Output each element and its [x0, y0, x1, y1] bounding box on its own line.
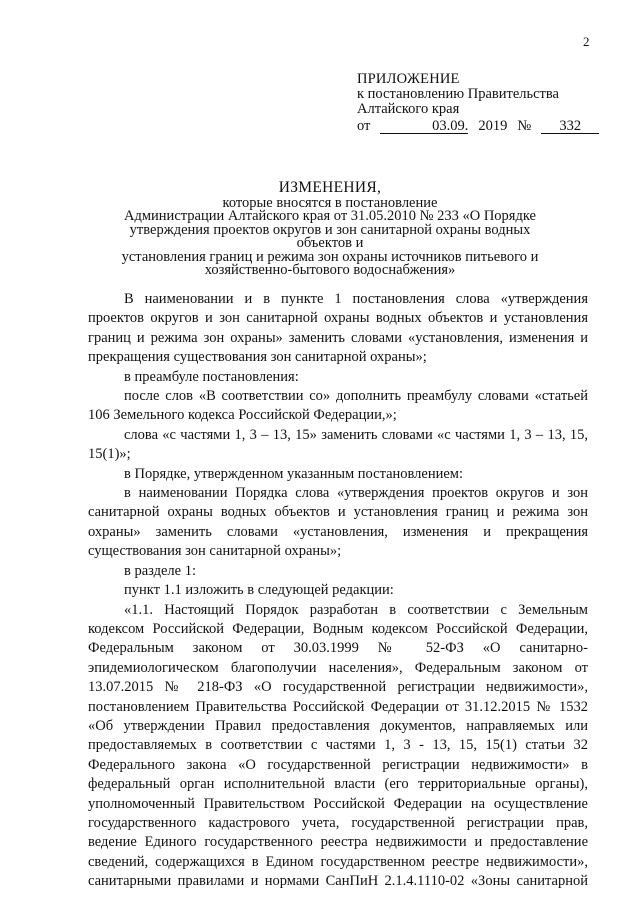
annex-line-2: Алтайского края: [357, 101, 460, 117]
paragraph: в наименовании Порядка слова «утверждения проектов округов и зон санитарной охраны водных объектов и установления границ и режима зон охраны» заменить словами «установления, изменения и прекращения существования зон санитарной охраны»;: [88, 485, 588, 560]
heading-title: ИЗМЕНЕНИЯ,: [278, 179, 382, 196]
annex-line-1: к постановлению Правительства: [357, 86, 559, 102]
annex-block: [357, 72, 599, 134]
annex-date: 03.09.: [380, 119, 468, 134]
page-number: 2: [583, 34, 590, 49]
paragraph: в преамбуле постановления:: [124, 368, 299, 385]
annex-year: 2019: [478, 118, 508, 134]
heading-subtitle-3: утверждения проектов округов и зон санитарной охраны водных объектов и: [129, 221, 531, 251]
annex-title: ПРИЛОЖЕНИЕ: [357, 71, 460, 87]
heading-subtitle-1: которые вносятся в постановление: [222, 194, 438, 211]
paragraph: слова «с частями 1, 3 – 13, 15» заменить словами «с частями 1, 3 – 13, 15, 15(1)»;: [88, 426, 588, 463]
paragraph: пункт 1.1 изложить в следующей редакции:: [124, 582, 394, 599]
paragraph: «1.1. Настоящий Порядок разработан в соответствии с Земельным кодексом Российской Федерации, Водным кодексом Российской Федерации, Федеральным законом от 30.03.1999 № 52-ФЗ «О санитарно-эпидемиологическом благополучии населения», Федеральным законом от 13.07.2015 № 218-ФЗ «О государственной регистрации недвижимости», постановлением Правительства Российской Федерации от 31.12.2015 № 1532 «Об утверждении Правил предоставления документов, направляемых или предоставляемых в соответствии с частями 1, 3 - 13, 15, 15(1) статьи 32 Федерального закона «О государственной регистрации недвижимости» в федеральный орган исполнительной власти (его территориальные органы), уполномоченный Правительством Российской Федерации на осуществление государственного кадастрового учета, государственной регистрации прав, ведение Единого государственного реестра недвижимости и предоставление сведений, содержащихся в Едином государственном реестре недвижимости», санитарными правилами и нормами СанПиН 2.1.4.1110-02 «Зоны санитарной: [88, 601, 588, 890]
document-body: [88, 290, 588, 892]
paragraph: В наименовании и в пункте 1 постановления слова «утверждения проектов округов и зон санитарной охраны водных объектов и установления границ и режима зон охраны» заменить словами «установления, изменения и прекращения существования зон санитарной охраны»;: [88, 291, 588, 366]
annex-number: 332: [541, 119, 599, 134]
heading-subtitle-4: установления границ и режима зон охраны источников питьевого и: [121, 248, 539, 265]
number-label: №: [517, 118, 532, 134]
annex-date-row: [357, 119, 599, 134]
paragraph: в разделе 1:: [124, 562, 197, 579]
document-heading: [110, 181, 550, 278]
paragraph: после слов «В соответствии со» дополнить преамбулу словами «статьей 106 Земельного кодекса Российской Федерации,»;: [88, 388, 588, 424]
heading-subtitle-2: Администрации Алтайского края от 31.05.2010 № 233 «О Порядке: [124, 208, 536, 224]
heading-subtitle-5: хозяйственно-бытового водоснабжения»: [204, 262, 456, 278]
paragraph: в Порядке, утвержденном указанным постановлением:: [124, 465, 464, 482]
from-label: от: [357, 118, 371, 134]
